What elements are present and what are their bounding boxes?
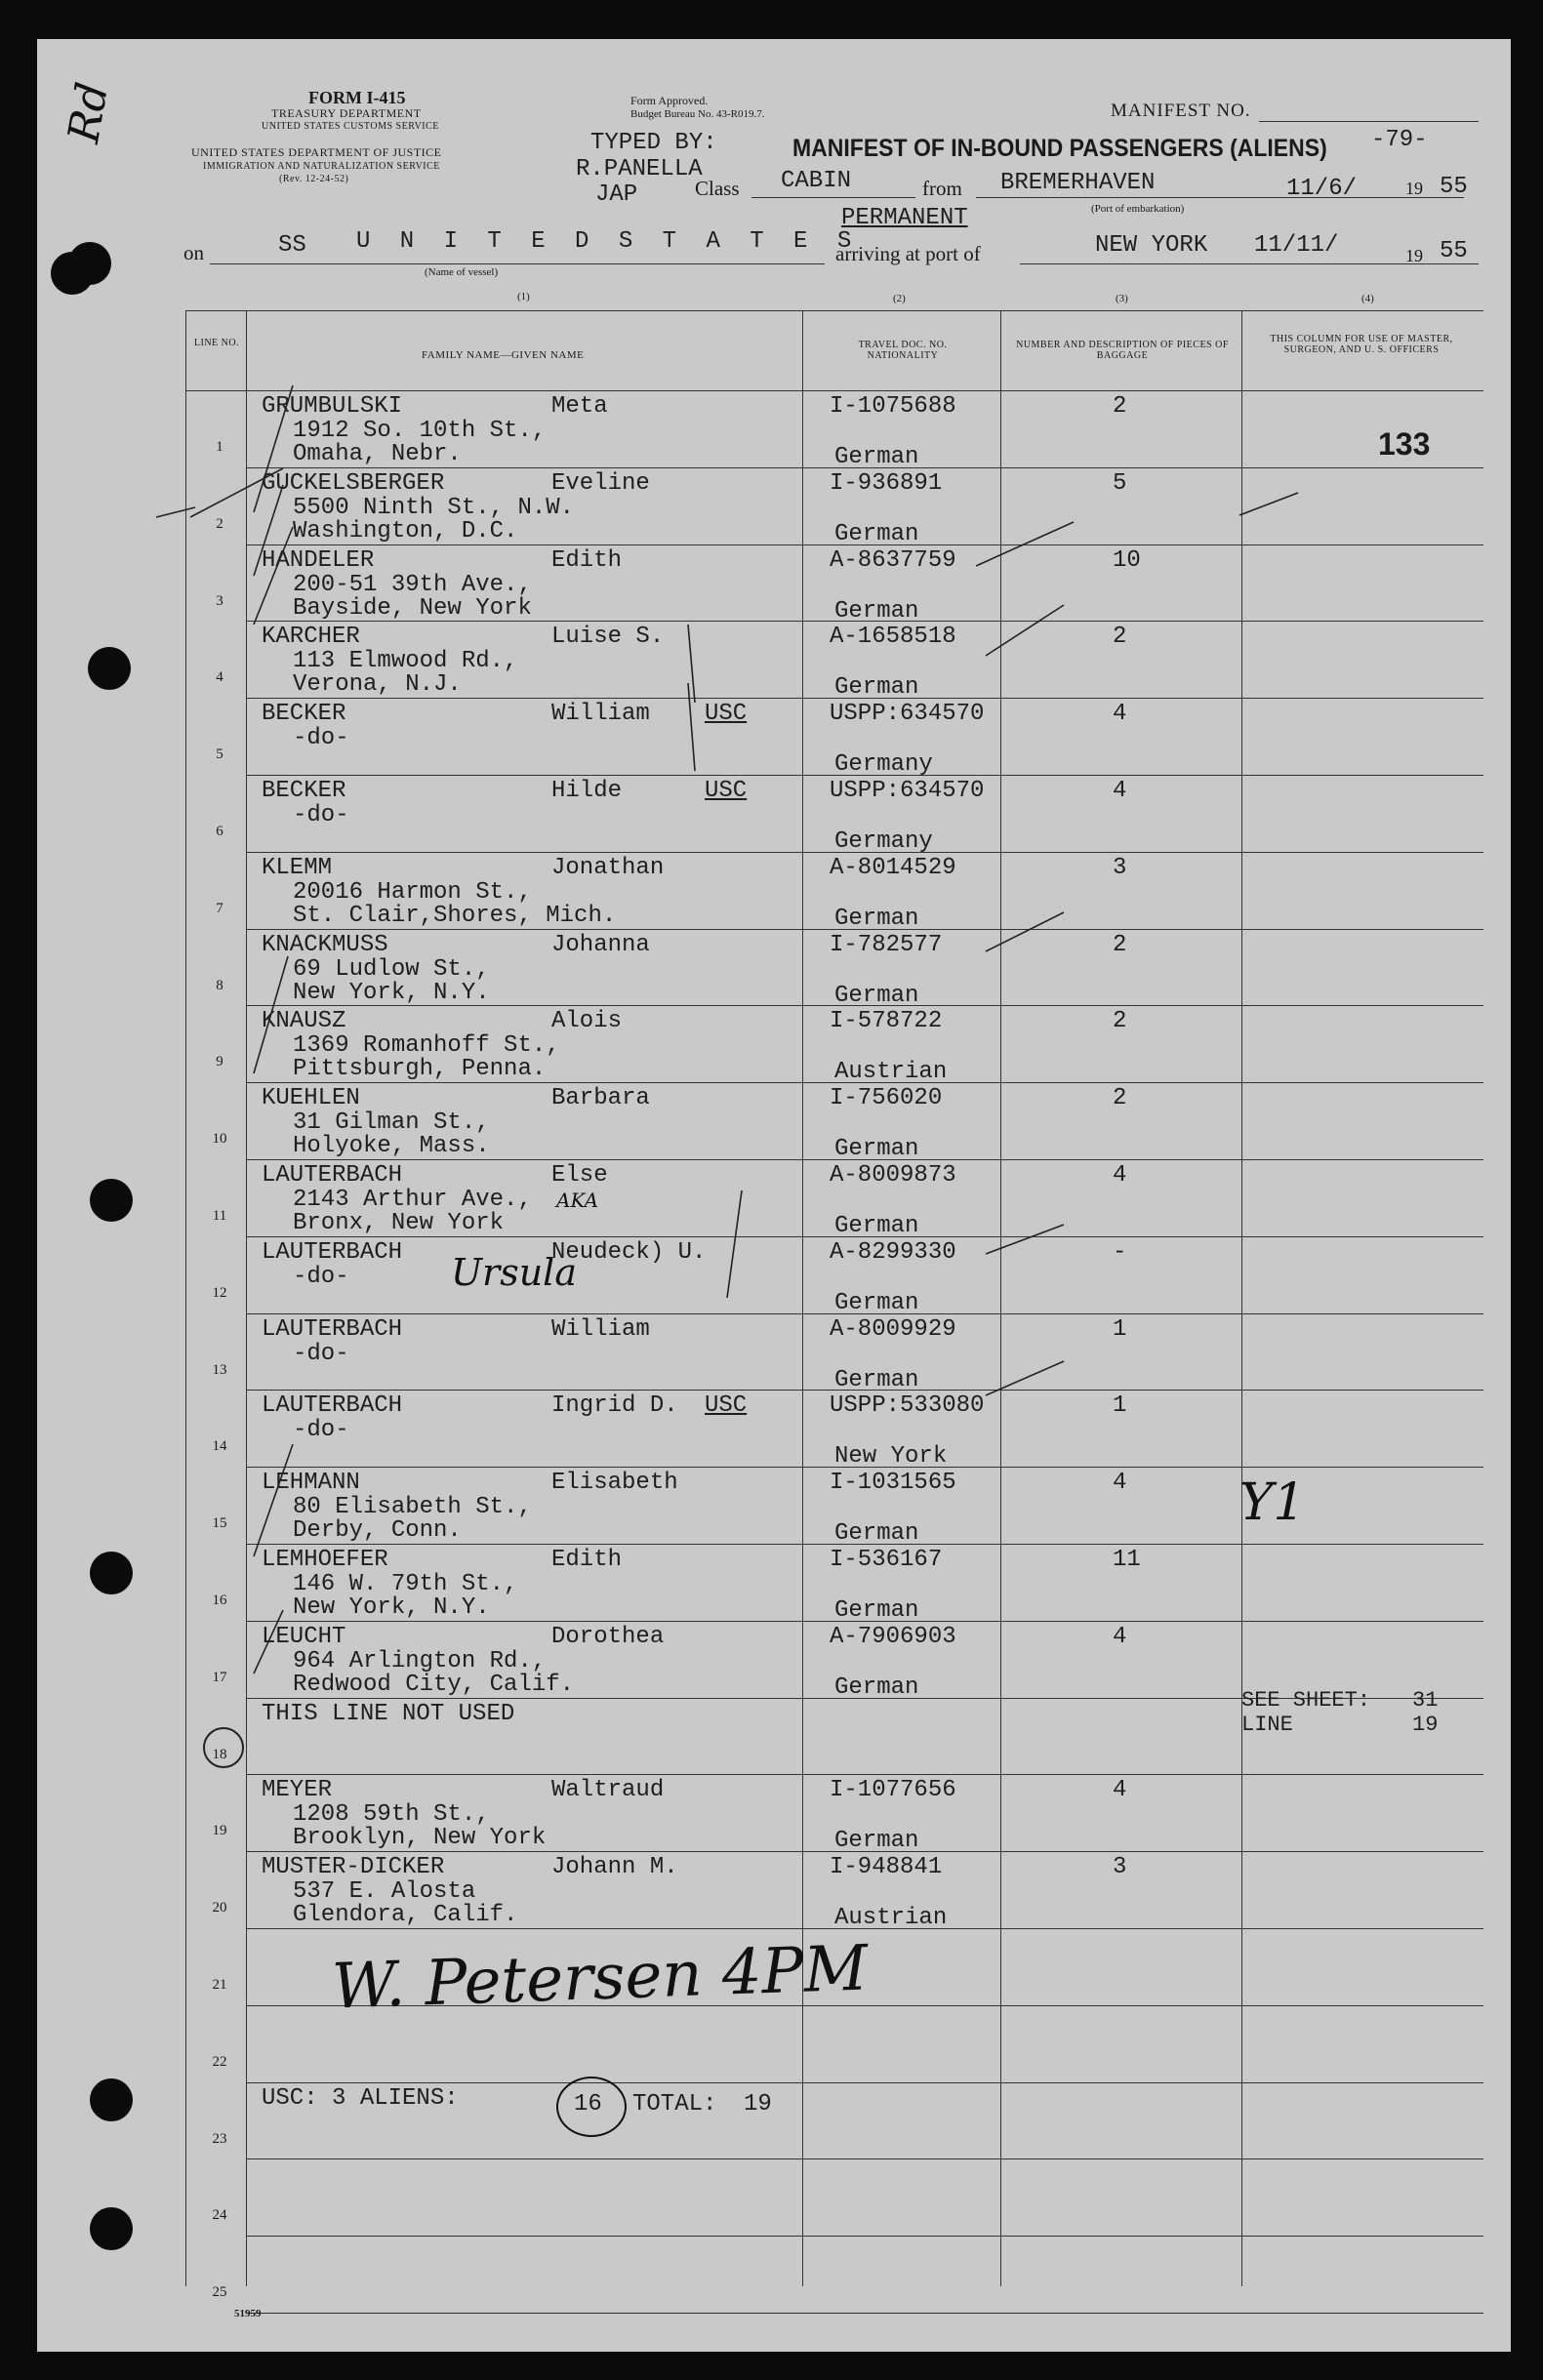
row-travel-doc: I-1075688 <box>830 393 956 420</box>
row-family-name: KARCHER <box>262 624 360 651</box>
row-baggage: 4 <box>1113 1162 1127 1189</box>
row-line-number: 25 <box>212 2284 227 2301</box>
punch-hole-4 <box>90 1552 133 1594</box>
row-family-name: LAUTERBACH <box>262 1392 403 1420</box>
row-divider <box>246 1774 1483 1775</box>
row-family-name: LAUTERBACH <box>262 1162 403 1189</box>
col-num-4: (4) <box>1361 293 1374 304</box>
arrival-year: 55 <box>1440 238 1468 264</box>
row-address-2: Glendora, Calif. <box>293 1902 518 1929</box>
row-baggage: 1 <box>1113 1315 1127 1343</box>
port-embark-caption: (Port of embarkation) <box>1091 203 1185 215</box>
row18-circle <box>203 1727 244 1768</box>
row-travel-doc: I-948841 <box>830 1854 943 1881</box>
row-address-1: 20016 Harmon St., <box>293 878 532 906</box>
row-family-name: HANDELER <box>262 546 375 574</box>
row-nationality: Austrian <box>834 1059 948 1086</box>
col-sep-bag <box>1241 310 1242 2286</box>
row-address-1: -do- <box>293 1263 349 1290</box>
class-line <box>751 197 915 198</box>
hdr-baggage: NUMBER AND DESCRIPTION OF PIECES OF BAGGAGE <box>1016 340 1229 361</box>
row-travel-doc: I-1031565 <box>830 1470 956 1497</box>
depart-date: 11/6/ <box>1286 176 1358 202</box>
row-line-number: 19 <box>212 1823 227 1839</box>
budget-bureau: Budget Bureau No. 43-R019.7. <box>630 108 765 120</box>
row-given-name: Elisabeth <box>551 1470 678 1497</box>
aliens-count: 16 <box>574 2091 602 2118</box>
row-line-number: 5 <box>216 746 223 763</box>
row-nationality: Austrian <box>834 1905 948 1932</box>
class-label: Class <box>695 177 740 200</box>
row-line-number: 3 <box>216 592 223 609</box>
row-usc-flag: USC <box>705 701 748 728</box>
row-address-2: New York, N.Y. <box>293 1594 490 1621</box>
manifest-no-line <box>1259 121 1479 122</box>
row-travel-doc: I-936891 <box>830 469 943 497</box>
typed-by-code: JAP <box>595 182 638 208</box>
total-label: TOTAL: <box>632 2091 717 2118</box>
row-baggage: 2 <box>1113 393 1127 420</box>
row-address-2: Verona, N.J. <box>293 671 462 699</box>
row-line-number: 18 <box>212 1746 227 1762</box>
row-nationality: German <box>834 1674 919 1701</box>
row-travel-doc: A-8637759 <box>830 546 956 574</box>
row-baggage: 2 <box>1113 931 1127 958</box>
from-line <box>976 197 1464 198</box>
row-address-1: 113 Elmwood Rd., <box>293 648 518 675</box>
on-label: on <box>183 241 204 264</box>
row-given-name: Meta <box>551 393 608 420</box>
row-given-name: Dorothea <box>551 1623 665 1650</box>
row-given-name: Waltraud <box>551 1777 665 1804</box>
hdr-officers: THIS COLUMN FOR USE OF MASTER, SURGEON, AND U. S. OFFICERS <box>1270 334 1453 355</box>
row-given-name: Luise S. <box>551 624 665 651</box>
row-travel-doc: A-1658518 <box>830 624 956 651</box>
row-address-1: -do- <box>293 802 349 828</box>
row-given-name: William <box>551 701 650 728</box>
row-travel-doc: A-8014529 <box>830 854 956 881</box>
row-address-1: 964 Arlington Rd., <box>293 1647 547 1674</box>
row-family-name: GUCKELSBERGER <box>262 469 445 497</box>
row-address-2: Bronx, New York <box>293 1210 505 1236</box>
row-address-1: 1208 59th St., <box>293 1801 490 1829</box>
row-given-name: Neudeck) U. <box>551 1238 707 1266</box>
row-address-1: 2143 Arthur Ave., <box>293 1187 532 1213</box>
row-nationality: German <box>834 597 919 625</box>
row-nationality: German <box>834 1597 919 1624</box>
form-revision: (Rev. 12-24-52) <box>279 174 349 184</box>
row-address-2: Pittsburgh, Penna. <box>293 1056 547 1083</box>
arriving-label: arriving at port of <box>835 242 981 265</box>
row-baggage: 4 <box>1113 778 1127 804</box>
col-num-2: (2) <box>893 293 906 304</box>
vessel-caption: (Name of vessel) <box>425 266 499 278</box>
row-address-2: Washington, D.C. <box>293 517 518 545</box>
row-line-number: 16 <box>212 1593 227 1608</box>
row-address-1: 69 Ludlow St., <box>293 955 490 983</box>
row-baggage: 4 <box>1113 1623 1127 1650</box>
row-usc-flag: USC <box>705 1392 748 1420</box>
row-address-1: 1912 So. 10th St., <box>293 418 547 444</box>
punch-hole-top-2 <box>68 242 111 285</box>
vessel-name: U N I T E D S T A T E S <box>356 228 860 255</box>
row-baggage: 5 <box>1113 469 1127 497</box>
row-nationality: German <box>834 905 919 932</box>
depart-year-prefix: 19 <box>1405 179 1423 198</box>
arrival-year-prefix: 19 <box>1405 246 1423 265</box>
row-usc-flag: USC <box>705 778 748 804</box>
from-label: from <box>922 177 962 200</box>
dept-ins: IMMIGRATION AND NATURALIZATION SERVICE <box>203 161 440 172</box>
typed-by-name: R.PANELLA <box>576 156 703 182</box>
row-address-2: Derby, Conn. <box>293 1517 462 1545</box>
row-family-name: LEHMANN <box>262 1470 360 1497</box>
row-line-number: 8 <box>216 977 223 993</box>
row-family-name: LAUTERBACH <box>262 1238 403 1266</box>
officer-stamp-number: 133 <box>1378 426 1431 462</box>
footer-code: 51959 <box>234 2308 262 2319</box>
row-given-name: Johanna <box>551 931 650 958</box>
row-line-number: 22 <box>212 2053 227 2070</box>
row-family-name: BECKER <box>262 701 346 728</box>
row-family-name: GRUMBULSKI <box>262 393 403 420</box>
row-address-2: Redwood City, Calif. <box>293 1671 575 1698</box>
row-family-name: KLEMM <box>262 854 333 881</box>
row-nationality: German <box>834 674 919 702</box>
row-baggage: 4 <box>1113 701 1127 728</box>
row-nationality: Germany <box>834 751 933 779</box>
row-given-name: Ingrid D. <box>551 1392 678 1420</box>
arrival-date: 11/11/ <box>1254 232 1339 259</box>
row-line-number: 4 <box>216 669 223 686</box>
row-nationality: German <box>834 1520 919 1548</box>
ursula-handwriting: Ursula <box>451 1251 577 1294</box>
row-family-name: MEYER <box>262 1777 333 1804</box>
typed-by-label: TYPED BY: <box>590 130 717 156</box>
hdr-name: FAMILY NAME—GIVEN NAME <box>422 349 585 361</box>
row-travel-doc: I-578722 <box>830 1008 943 1035</box>
row-nationality: German <box>834 1366 919 1393</box>
row-line-number: 7 <box>216 900 223 916</box>
row-baggage: 1 <box>1113 1392 1127 1420</box>
row-divider <box>246 2236 1483 2237</box>
manifest-no-label: MANIFEST NO. <box>1111 101 1251 121</box>
row-family-name: KNACKMUSS <box>262 931 388 958</box>
row-given-name: William <box>551 1315 650 1343</box>
row-given-name: Barbara <box>551 1085 650 1112</box>
see-sheet-label: SEE SHEET: <box>1241 1688 1371 1713</box>
punch-hole-5 <box>90 2078 133 2121</box>
corner-handwriting: Rd <box>59 78 119 147</box>
row-given-name: Else <box>551 1162 608 1189</box>
row-address-1: 146 W. 79th St., <box>293 1571 518 1597</box>
row-line-number: 9 <box>216 1054 223 1070</box>
row-nationality: German <box>834 1828 919 1855</box>
row-travel-doc: USPP:634570 <box>830 778 985 804</box>
row-line-number: 2 <box>216 515 223 532</box>
y1-handwriting: Y1 <box>1239 1473 1306 1532</box>
row-baggage: 3 <box>1113 1854 1127 1881</box>
row-nationality: German <box>834 982 919 1009</box>
row-address-2: St. Clair,Shores, Mich. <box>293 902 617 929</box>
row-family-name: KNAUSZ <box>262 1008 346 1035</box>
dept-justice: UNITED STATES DEPARTMENT OF JUSTICE <box>191 145 442 159</box>
row-line-number: 1 <box>216 439 223 455</box>
row-address-1: 537 E. Alosta <box>293 1878 476 1906</box>
row-nationality: German <box>834 1136 919 1163</box>
row-baggage: 11 <box>1113 1547 1141 1573</box>
row-given-name: Edith <box>551 1547 623 1573</box>
hdr-line-no: LINE NO. <box>193 338 240 348</box>
row-travel-doc: USPP:533080 <box>830 1392 985 1420</box>
col-sep-doc <box>1000 310 1001 2286</box>
see-line-value: 19 <box>1412 1713 1439 1737</box>
row-address-2: Omaha, Nebr. <box>293 441 462 467</box>
row-given-name: Alois <box>551 1008 623 1035</box>
form-number: FORM I-415 <box>308 88 406 107</box>
row-family-name: LAUTERBACH <box>262 1315 403 1343</box>
row-address-1: 31 Gilman St., <box>293 1109 490 1137</box>
permanent-label: PERMANENT <box>841 205 968 231</box>
total-value: 19 <box>744 2091 772 2118</box>
row-family-name: USC: 3 ALIENS: <box>262 2084 459 2112</box>
row-family-name: THIS LINE NOT USED <box>262 1700 515 1727</box>
row-line-number: 20 <box>212 1900 227 1916</box>
row-baggage: 4 <box>1113 1470 1127 1497</box>
vessel-line <box>210 263 825 264</box>
row-baggage: - <box>1113 1238 1127 1266</box>
aka-handwriting: AKA <box>556 1189 599 1212</box>
row-address-1: -do- <box>293 1417 349 1444</box>
row-address-1: 200-51 39th Ave., <box>293 571 532 598</box>
ss-label: SS <box>278 232 306 259</box>
row-baggage: 3 <box>1113 854 1127 881</box>
row-line-number: 12 <box>212 1284 227 1301</box>
row-address-1: 1369 Romanhoff St., <box>293 1032 560 1060</box>
row-travel-doc: I-1077656 <box>830 1777 956 1804</box>
row-line-number: 6 <box>216 824 223 839</box>
col-num-3: (3) <box>1116 293 1128 304</box>
signature-handwriting: W. Petersen 4PM <box>330 1932 870 2024</box>
row-line-number: 21 <box>212 1977 227 1993</box>
row-address-1: -do- <box>293 725 349 752</box>
row-divider <box>246 2158 1483 2159</box>
punch-hole-2 <box>88 647 131 690</box>
row-nationality: New York <box>834 1443 948 1471</box>
row-travel-doc: A-8009873 <box>830 1162 956 1189</box>
row-travel-doc: I-756020 <box>830 1085 943 1112</box>
hdr-doc: TRAVEL DOC. NO. NATIONALITY <box>858 340 948 361</box>
row-address-2: New York, N.Y. <box>293 979 490 1006</box>
row-family-name: KUEHLEN <box>262 1085 360 1112</box>
row-given-name: Edith <box>551 546 623 574</box>
row-line-number: 13 <box>212 1361 227 1378</box>
punch-hole-6 <box>90 2207 133 2250</box>
row-line-number: 24 <box>212 2207 227 2224</box>
row-divider <box>246 2313 1483 2314</box>
row-nationality: German <box>834 520 919 547</box>
row-travel-doc: I-536167 <box>830 1547 943 1573</box>
dept-customs: UNITED STATES CUSTOMS SERVICE <box>262 121 439 132</box>
from-value: BREMERHAVEN <box>1000 170 1156 196</box>
row-travel-doc: USPP:634570 <box>830 701 985 728</box>
row-travel-doc: I-782577 <box>830 931 943 958</box>
dept-treasury: TREASURY DEPARTMENT <box>271 106 422 120</box>
arrival-port: NEW YORK <box>1095 232 1208 259</box>
row-line-number: 23 <box>212 2130 227 2147</box>
row-line-number: 15 <box>212 1515 227 1532</box>
row-address-1: -do- <box>293 1340 349 1367</box>
row-nationality: German <box>834 1289 919 1316</box>
manifest-number: -79- <box>1371 127 1428 153</box>
row-given-name: Johann M. <box>551 1854 678 1881</box>
form-approved: Form Approved. <box>630 94 709 107</box>
row-line-number: 17 <box>212 1669 227 1685</box>
header-bottom <box>185 390 1483 391</box>
row-address-2: Bayside, New York <box>293 594 532 622</box>
row-nationality: Germany <box>834 828 933 855</box>
row-travel-doc: A-8009929 <box>830 1315 956 1343</box>
row-family-name: BECKER <box>262 778 346 804</box>
table-left <box>185 310 186 2286</box>
row-address-2: Brooklyn, New York <box>293 1825 547 1852</box>
see-line-label: LINE <box>1241 1713 1293 1737</box>
row-line-number: 14 <box>212 1438 227 1455</box>
row-baggage: 10 <box>1113 546 1141 574</box>
row-line-number: 10 <box>212 1131 227 1148</box>
col-sep-line <box>246 310 247 2286</box>
row-given-name: Eveline <box>551 469 650 497</box>
row-nationality: German <box>834 444 919 470</box>
col-num-1: (1) <box>517 291 530 303</box>
row-line-number: 11 <box>212 1208 227 1224</box>
row-family-name: LEMHOEFER <box>262 1547 388 1573</box>
row-baggage: 4 <box>1113 1777 1127 1804</box>
row-address-2: Holyoke, Mass. <box>293 1133 490 1160</box>
see-sheet-value: 31 <box>1412 1688 1439 1713</box>
row-baggage: 2 <box>1113 1085 1127 1112</box>
table-top <box>185 310 1483 311</box>
row-family-name: LEUCHT <box>262 1623 346 1650</box>
row-baggage: 2 <box>1113 624 1127 651</box>
row-baggage: 2 <box>1113 1008 1127 1035</box>
row-travel-doc: A-7906903 <box>830 1623 956 1650</box>
row-address-1: 80 Elisabeth St., <box>293 1494 532 1521</box>
depart-year: 55 <box>1440 174 1468 200</box>
row-given-name: Jonathan <box>551 854 665 881</box>
row-nationality: German <box>834 1213 919 1239</box>
row-travel-doc: A-8299330 <box>830 1238 956 1266</box>
row-address-1: 5500 Ninth St., N.W. <box>293 494 575 521</box>
row-given-name: Hilde <box>551 778 623 804</box>
punch-hole-3 <box>90 1179 133 1222</box>
manifest-title: MANIFEST OF IN-BOUND PASSENGERS (ALIENS) <box>792 135 1327 162</box>
row-divider <box>246 2082 1483 2083</box>
row-family-name: MUSTER-DICKER <box>262 1854 445 1881</box>
class-value: CABIN <box>781 168 852 194</box>
